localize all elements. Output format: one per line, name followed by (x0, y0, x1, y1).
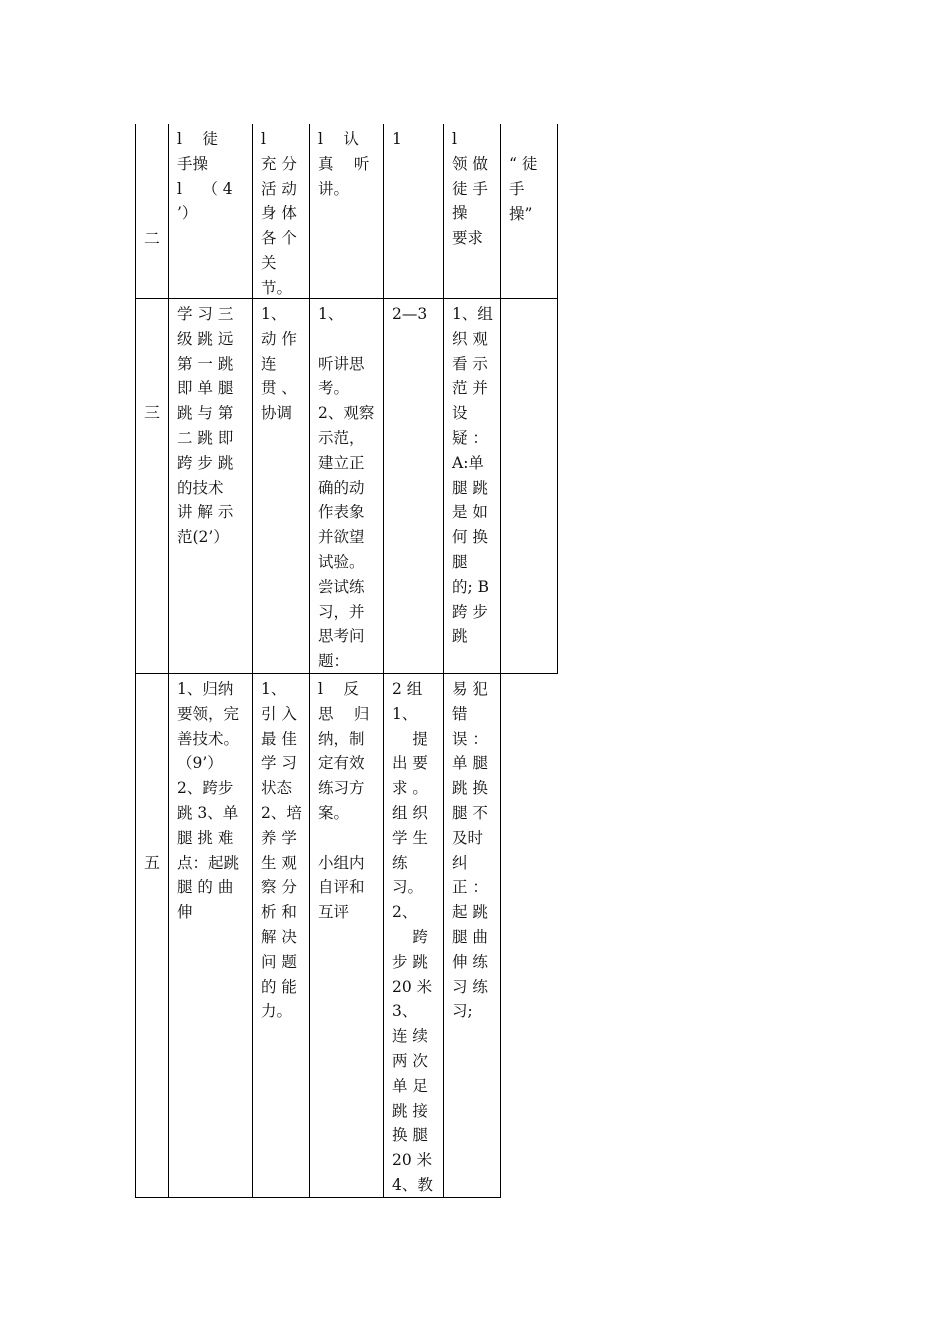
table-cell: “ 徒 手 操” (509, 155, 538, 223)
table-cell: 1、 引 入 最 佳 学 习 状态 2、培 养 学 生 观 察 分 析 和 解 决 问 题 的 能 力。 (261, 680, 302, 1021)
table-cell: 易 犯 错 误 ： 单 腿 跳 换 腿 不 及时 纠 正 ： 起 跳 腿 曲 伸 练 习 练 习; (452, 680, 488, 1021)
table-cell (501, 299, 556, 302)
row-label: 五 (143, 853, 160, 872)
table-cell: l 认 真 听 讲。 (318, 130, 370, 198)
table-cell: 1、组 织 观 看 示 范 并 设 疑 ： A:单 腿 跳 是 如 何 换 腿 的; B 跨 步 跳 (452, 305, 493, 646)
table-cell: 1、归纳 要领，完 善技术。 （9’） 2、跨步 跳 3、单 腿 挑 难 点：起跳 腿 的 曲 伸 (177, 680, 240, 922)
table-cell: l 充 分 活 动 身 体 各 个 关 节。 (261, 130, 297, 297)
table-cell: l 徒 手操 l （ 4 ’） (177, 130, 233, 223)
row-label: 二 (143, 229, 160, 248)
table-cell: 1 (392, 130, 402, 148)
table-cell: 1、 动 作 连 贯 、 协调 (261, 305, 297, 423)
table-cell: 2—3 (392, 305, 428, 323)
table-cell: 1、 听讲思 考。 2、观察 示范， 建立正 确的动 作表象 并欲望 试验。 尝试练 习，并 思考问 题： (318, 305, 375, 671)
table-cell: 2 组 1、 提 出 要 求 。 组 织 学 生 练 习。 2、 跨 步 跳 20 米 3、 连 续 两 次 单 足 跳 接 换 腿 20 米 4、教 (392, 680, 433, 1194)
table-cell: l 领 做 徒 手 操 要求 (452, 130, 488, 248)
table-cell: 学 习 三 级 跳 远 第 一 跳 即 单 腿 跳 与 第 二 跳 即 跨 步 跳 的技术 讲 解 示 范(2’） (177, 305, 234, 547)
table-cell: l 反 思 归 纳，制 定有效 练习方 案。 小组内 自评和 互评 (318, 680, 370, 922)
row-label: 三 (143, 403, 160, 422)
